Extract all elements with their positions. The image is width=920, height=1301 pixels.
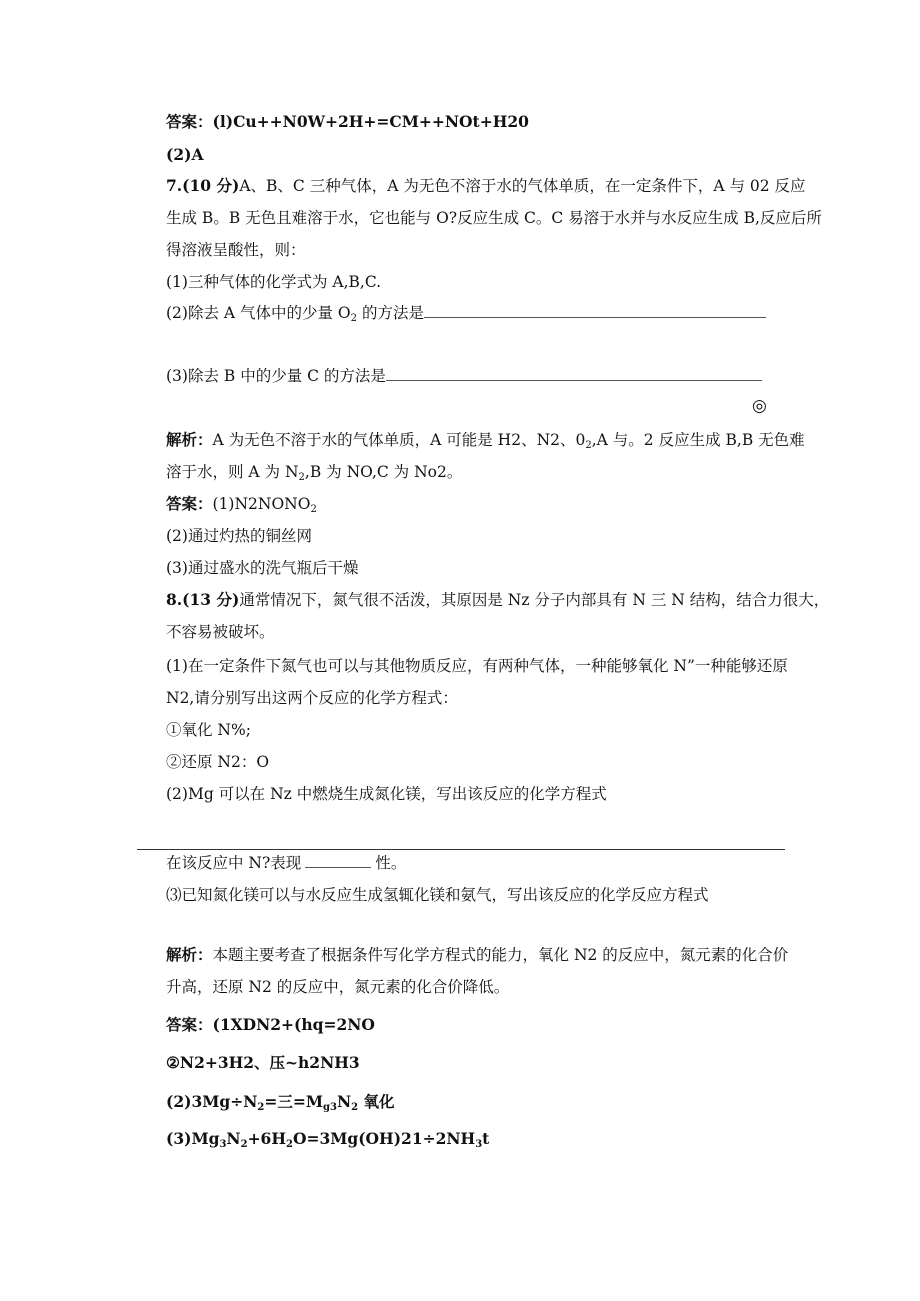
q8-sub-2-follow: 在该反应中 N?表现 性。 [166, 854, 407, 872]
q7-stem-line-3: 得溶液呈酸性，则： [166, 241, 306, 259]
q6-answer-line [166, 112, 529, 132]
answer-line-divider[interactable] [137, 849, 785, 850]
q7-number: 7.(10 分) [166, 176, 240, 195]
q7-sub-3-blank[interactable] [386, 366, 762, 381]
q8-answer-3: $(2)3Mg\div N_2=$三$=M_{g3}N_2$ 氧化 [166, 1092, 395, 1113]
q6-answer-2: (2)A [166, 145, 204, 164]
analysis-label: 解析： [166, 430, 213, 449]
q7-sub-2-blank[interactable] [424, 303, 766, 318]
q7-sub-2: (2)除去 A 气体中的少量 $O_2$ 的方法是 [166, 303, 766, 323]
q7-answer-1: 答案：$(1)N2NONO_2$ [166, 494, 317, 515]
circle-mark-icon: ◎ [752, 396, 767, 416]
q7-sub-1: (1)三种气体的化学式为 A,B,C. [166, 273, 382, 291]
q7-analysis-line-2: 溶于水，则 A 为 $N_2,B$ 为 NO,C 为 No2。 [166, 463, 463, 483]
q8-answer-4: $(3)Mg_3N_2+6H_2O=3Mg(OH)21\div 2NH_3t$ [166, 1129, 490, 1150]
q7-answer-2: (2)通过灼热的铜丝网 [166, 527, 312, 545]
q8-number: 8.(13 分) [166, 590, 240, 609]
q8-stem-text-1: 通常情况下，氮气很不活泼，其原因是 Nz 分子内部具有 N 三 N 结构，结合力很大， [239, 591, 830, 609]
q8-stem-line-2: 不容易被破坏。 [166, 623, 275, 641]
q8-sub-1-line-1: (1)在一定条件下氮气也可以与其他物质反应，有两种气体，一种能够氧化 N”一种能够还原 [166, 657, 788, 675]
q8-analysis-line-1: 解析：本题主要考查了根据条件写化学方程式的能力，氧化 N2 的反应中，氮元素的化合价 [166, 945, 789, 964]
analysis-label: 解析： [166, 945, 213, 964]
q8-item-2: ②还原 N2：O [166, 753, 270, 771]
q7-stem-line-2: 生成 B。B 无色且难溶于水，它也能与 O?反应生成 C。C 易溶于水并与水反应生成 B,反应后所 [166, 209, 822, 227]
q8-stem-line-1 [166, 590, 829, 610]
answer-label: 答案： [166, 494, 213, 513]
q7-stem-line-1 [166, 176, 806, 196]
q7-stem-text-1: A、B、C 三种气体，A 为无色不溶于水的气体单质，在一定条件下，A 与 02 反应 [239, 177, 806, 195]
q8-analysis-line-2: 升高，还原 N2 的反应中，氮元素的化合价降低。 [166, 978, 510, 996]
q8-sub-1-line-2: N2,请分别写出这两个反应的化学方程式： [166, 689, 458, 707]
q8-sub-3: ⑶已知氮化镁可以与水反应生成氢辄化镁和氨气，写出该反应的化学反应方程式 [166, 886, 709, 904]
q7-answer-3: (3)通过盛水的洗气瓶后干燥 [166, 559, 359, 577]
q8-property-blank[interactable] [305, 853, 371, 868]
answer-label: 答案： [166, 112, 213, 131]
q6-answer-1: (l)Cu++N0W+2H+=CM++NOt+H20 [212, 112, 529, 131]
q7-analysis-line-1: 解析：A 为无色不溶于水的气体单质，A 可能是 H2、N2、$0_2,A$ 与。2 反应生成 B,B 无色难 [166, 430, 805, 451]
q7-sub-3: (3)除去 B 中的少量 C 的方法是 [166, 366, 762, 386]
q8-sub-2: (2)Mg 可以在 Nz 中燃烧生成氮化镁，写出该反应的化学方程式 [166, 785, 607, 803]
q8-answer-1: 答案：(1XDN2+(hq=2NO [166, 1015, 375, 1034]
answer-label: 答案： [166, 1015, 213, 1034]
q8-answer-2: ②N2+3H2、压~h2NH3 [166, 1053, 360, 1072]
q8-item-1: ①氧化 N%; [166, 721, 251, 739]
